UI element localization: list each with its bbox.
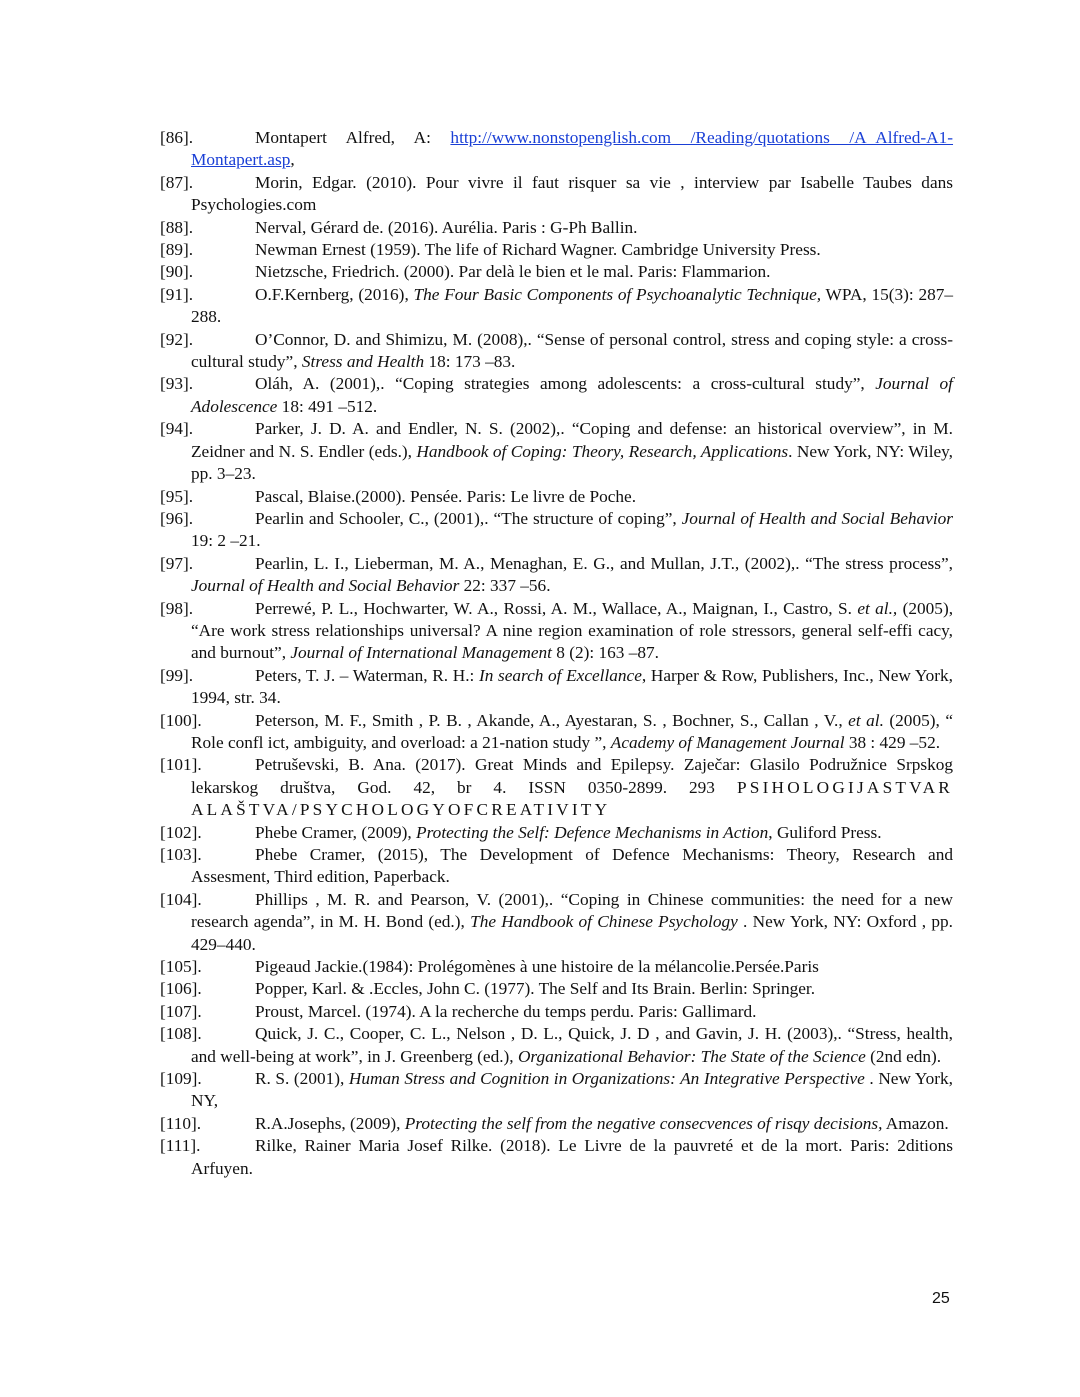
reference-title: Human Stress and Cognition in Organizations: An Integrative Perspective bbox=[348, 1069, 865, 1089]
reference-number: [98]. bbox=[160, 598, 194, 618]
reference-108 bbox=[160, 1023, 953, 1068]
reference-text: Amazon. bbox=[882, 1113, 949, 1133]
reference-107 bbox=[160, 1001, 953, 1023]
reference-text: 22: 337 –56. bbox=[459, 576, 551, 596]
reference-title: The Handbook of Chinese Psychology bbox=[470, 912, 738, 932]
reference-90 bbox=[160, 261, 953, 283]
reference-text: Morin, Edgar. (2010). Pour vivre il faut risquer sa vie , interview par Isabelle Taubes dans Psychologies.com bbox=[191, 172, 953, 215]
reference-text: Montapert Alfred, A: bbox=[255, 128, 451, 147]
reference-99 bbox=[160, 665, 953, 710]
reference-link[interactable]: http://www.nonstopenglish.com /Reading/quotations /A_Alfred-A1-Montapert.asp bbox=[191, 128, 954, 170]
reference-text: Peters, T. J. – Waterman, R. H.: bbox=[255, 665, 479, 685]
reference-text: 18: 491 –512. bbox=[277, 396, 378, 416]
reference-title: In search of Excellance bbox=[478, 665, 642, 685]
reference-text: Pigeaud Jackie.(1984): Prolégomènes à une histoire de la mélancolie.Persée.Paris bbox=[255, 957, 819, 977]
reference-92 bbox=[160, 329, 953, 374]
reference-text: Peterson, M. F., Smith , P. B. , Akande, A., Ayestaran, S. , Bochner, S., Callan , V., bbox=[255, 710, 849, 730]
reference-110 bbox=[160, 1113, 953, 1135]
reference-number: [92]. bbox=[160, 329, 194, 349]
reference-number: [100]. bbox=[160, 710, 202, 730]
reference-text: O.F.Kernberg, (2016), bbox=[255, 284, 414, 304]
reference-87 bbox=[160, 172, 953, 217]
reference-text: Phillips , M. R. and Pearson, V. (2001),. “Coping in Chinese communities: the need for a new research agenda”, in M. H. Bond (ed.), bbox=[191, 889, 953, 932]
reference-text: Phebe Cramer, (2015), The Development of Defence Mechanisms: Theory, Research and Assesment, Third edition, Paperback. bbox=[191, 845, 953, 887]
reference-text: Rilke, Rainer Maria Josef Rilke. (2018). Le Livre de la pauvreté et de la mort. Paris: 2ditions Arfuyen. bbox=[191, 1136, 953, 1178]
reference-106 bbox=[160, 978, 953, 1000]
reference-number: [88]. bbox=[160, 217, 194, 237]
reference-title: et al., bbox=[857, 598, 898, 618]
reference-title: Journal of Health and Social Behavior bbox=[191, 576, 460, 596]
reference-number: [103]. bbox=[160, 845, 202, 864]
reference-text: 18: 173 –83. bbox=[424, 352, 516, 372]
reference-text: Phebe Cramer, (2009), bbox=[255, 822, 417, 842]
reference-text: Pascal, Blaise.(2000). Pensée. Paris: Le livre de Poche. bbox=[255, 486, 637, 506]
reference-text: , Harper & Row, Publishers, Inc., New York, 1994, str. 34. bbox=[191, 665, 954, 708]
reference-text: Pearlin and Schooler, C., (2001),. “The structure of coping”, bbox=[255, 508, 682, 528]
reference-spaced-title: PSIHOLOGIJASTVAR ALAŠTVA/PSYCHOLOGYOFCREATIVITY bbox=[191, 777, 953, 820]
reference-text: 19: 2 –21. bbox=[191, 531, 261, 551]
reference-title: Journal of International Management bbox=[290, 643, 552, 663]
reference-111 bbox=[160, 1135, 953, 1180]
reference-86 bbox=[160, 127, 953, 172]
reference-number: [107]. bbox=[160, 1001, 202, 1021]
reference-title: Stress and Health bbox=[301, 352, 425, 372]
reference-number: [91]. bbox=[160, 284, 194, 304]
reference-97 bbox=[160, 553, 953, 598]
reference-number: [102]. bbox=[160, 822, 202, 842]
reference-text: . New York, NY: Wiley, pp. 3–23. bbox=[191, 441, 953, 484]
reference-number: [94]. bbox=[160, 419, 194, 439]
reference-101 bbox=[160, 754, 953, 821]
reference-text: 38 : 429 –52. bbox=[844, 732, 941, 752]
reference-93 bbox=[160, 373, 953, 418]
reference-text: Nietzsche, Friedrich. (2000). Par delà le bien et le mal. Paris: Flammarion. bbox=[255, 262, 771, 282]
reference-number: [93]. bbox=[160, 374, 194, 394]
reference-number: [109]. bbox=[160, 1069, 202, 1089]
reference-list bbox=[160, 127, 953, 1180]
reference-text: O’Connor, D. and Shimizu, M. (2008),. “Sense of personal control, stress and coping style: a cross-cultural study”, bbox=[191, 329, 953, 372]
reference-text: Popper, Karl. & .Eccles, John C. (1977). The Self and Its Brain. Berlin: Springer. bbox=[255, 979, 816, 999]
reference-text: (2nd edn). bbox=[865, 1046, 942, 1066]
reference-number: [90]. bbox=[160, 262, 194, 282]
reference-text: . New York, NY: Oxford , pp. 429–440. bbox=[191, 912, 953, 954]
reference-109 bbox=[160, 1068, 953, 1113]
reference-100 bbox=[160, 710, 953, 755]
reference-number: [110]. bbox=[160, 1113, 202, 1133]
reference-title: Journal of Health and Social Behavior bbox=[681, 508, 953, 528]
reference-number: [101]. bbox=[160, 755, 202, 775]
reference-text: Oláh, A. (2001),. “Coping strategies among adolescents: a cross-cultural study”, bbox=[255, 374, 876, 394]
reference-text: , Guliford Press. bbox=[768, 822, 882, 842]
reference-103 bbox=[160, 844, 953, 889]
reference-104 bbox=[160, 889, 953, 956]
reference-text: Petruševski, B. Ana. (2017). Great Minds and Epilepsy. Zaječar: Glasilo Podružnice Srpskog lekarskog društva, God. 42, br 4. ISSN 0350-2899. 293 bbox=[191, 755, 953, 797]
reference-number: [105]. bbox=[160, 957, 202, 977]
reference-title: Journal of Adolescence bbox=[191, 374, 953, 416]
reference-89 bbox=[160, 239, 953, 261]
reference-title: et al. bbox=[848, 710, 884, 730]
reference-text: Parker, J. D. A. and Endler, N. S. (2002),. “Coping and defense: an historical overview”, in M. Zeidner and N. S. Endler (eds.), bbox=[191, 419, 953, 461]
reference-text: R.A.Josephs, (2009), bbox=[255, 1113, 405, 1133]
reference-105 bbox=[160, 956, 953, 978]
reference-title: Organizational Behavior: The State of the Science bbox=[517, 1046, 866, 1066]
reference-96 bbox=[160, 508, 953, 553]
reference-number: [111]. bbox=[160, 1136, 201, 1156]
reference-number: [104]. bbox=[160, 889, 202, 909]
reference-number: [99]. bbox=[160, 665, 194, 685]
reference-text: WPA, 15(3): 287–288. bbox=[191, 284, 954, 327]
reference-102 bbox=[160, 822, 953, 844]
reference-text: 8 (2): 163 –87. bbox=[551, 643, 659, 663]
reference-98 bbox=[160, 598, 953, 665]
reference-title: Academy of Management Journal bbox=[610, 732, 845, 752]
reference-number: [106]. bbox=[160, 979, 202, 999]
reference-text: Perrewé, P. L., Hochwarter, W. A., Rossi, A. M., Wallace, A., Maignan, I., Castro, S. bbox=[255, 598, 858, 618]
reference-number: [108]. bbox=[160, 1024, 202, 1044]
reference-text: Proust, Marcel. (1974). A la recherche du temps perdu. Paris: Gallimard. bbox=[255, 1001, 757, 1021]
reference-text: , bbox=[290, 150, 295, 170]
reference-text: Pearlin, L. I., Lieberman, M. A., Menaghan, E. G., and Mullan, J.T., (2002),. “The stress process”, bbox=[255, 553, 953, 573]
reference-title: The Four Basic Components of Psychoanalytic Technique, bbox=[413, 284, 822, 304]
reference-number: [97]. bbox=[160, 553, 194, 573]
reference-title: Handbook of Coping: Theory, Research, Applications bbox=[416, 441, 789, 461]
reference-text: Nerval, Gérard de. (2016). Aurélia. Paris : G-Ph Ballin. bbox=[255, 217, 638, 237]
reference-number: [95]. bbox=[160, 486, 194, 506]
reference-text: Quick, J. C., Cooper, C. L., Nelson , D. L., Quick, J. D , and Gavin, J. H. (2003),. “Stress, health, and well-being at work”, in J. Greenberg (ed.), bbox=[191, 1024, 953, 1066]
reference-91 bbox=[160, 284, 953, 329]
reference-text: R. S. (2001), bbox=[255, 1069, 349, 1089]
reference-text: (2005), “ Role confl ict, ambiguity, and overload: a 21-nation study ”, bbox=[191, 710, 953, 752]
reference-number: [96]. bbox=[160, 508, 194, 528]
reference-88 bbox=[160, 217, 953, 239]
reference-title: Protecting the self from the negative consecvences of risqy decisions, bbox=[404, 1113, 883, 1133]
reference-number: [89]. bbox=[160, 240, 194, 260]
reference-text: Newman Ernest (1959). The life of Richard Wagner. Cambridge University Press. bbox=[255, 240, 821, 260]
reference-text: . New York, NY, bbox=[191, 1069, 953, 1111]
reference-text: (2005), “Are work stress relationships universal? A nine region examination of role stressors, general self-effi cacy, and burnout”, bbox=[191, 598, 954, 663]
reference-94 bbox=[160, 418, 953, 485]
reference-number: [86]. bbox=[160, 128, 194, 147]
reference-95 bbox=[160, 486, 953, 508]
reference-title: Protecting the Self: Defence Mechanisms in Action bbox=[416, 822, 769, 842]
reference-number: [87]. bbox=[160, 172, 194, 192]
page-number: 25 bbox=[932, 1290, 950, 1307]
